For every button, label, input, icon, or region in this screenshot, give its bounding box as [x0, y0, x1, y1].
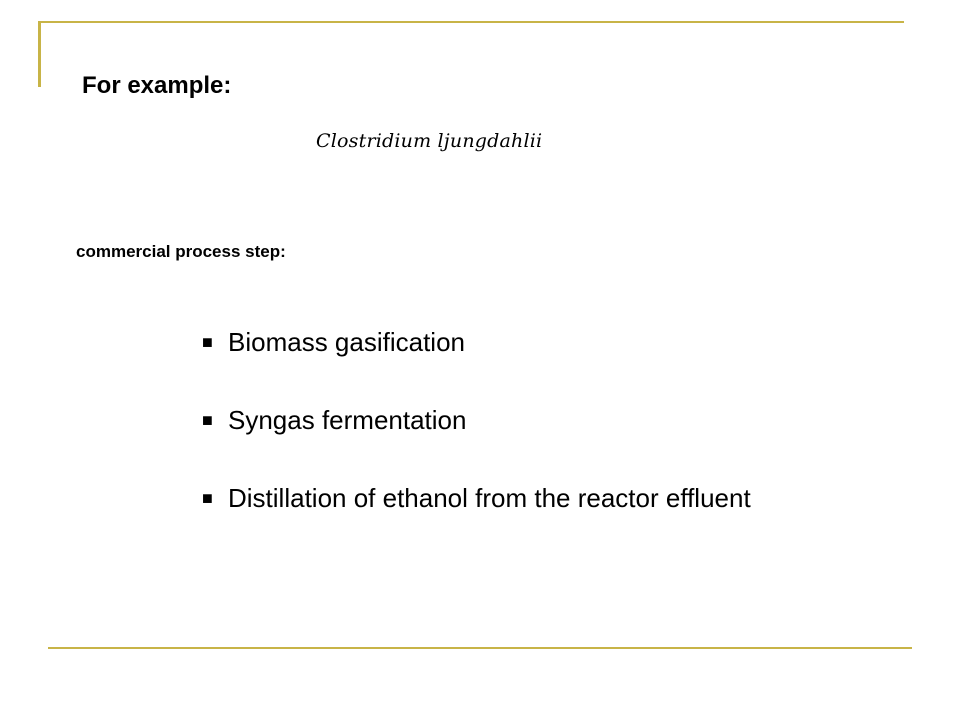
left-rule [38, 21, 41, 87]
process-step-list [202, 322, 751, 556]
process-step-label: Biomass gasification [228, 326, 465, 357]
process-step-label: Syngas fermentation [228, 404, 467, 435]
process-step-distillation [202, 478, 751, 518]
process-subheading: commercial process step: [76, 242, 286, 261]
process-step-label: Distillation of ethanol from the reactor effluent [228, 482, 751, 513]
slide-heading: For example: [82, 72, 232, 99]
bottom-rule [48, 647, 912, 649]
top-rule [40, 21, 904, 23]
square-bullet-icon: ■ [202, 488, 213, 508]
square-bullet-icon: ■ [202, 410, 213, 430]
square-bullet-icon: ■ [202, 332, 213, 352]
process-step-fermentation [202, 400, 751, 440]
process-step-gasification [202, 322, 751, 362]
organism-name: Clostridium ljungdahlii [316, 130, 543, 152]
